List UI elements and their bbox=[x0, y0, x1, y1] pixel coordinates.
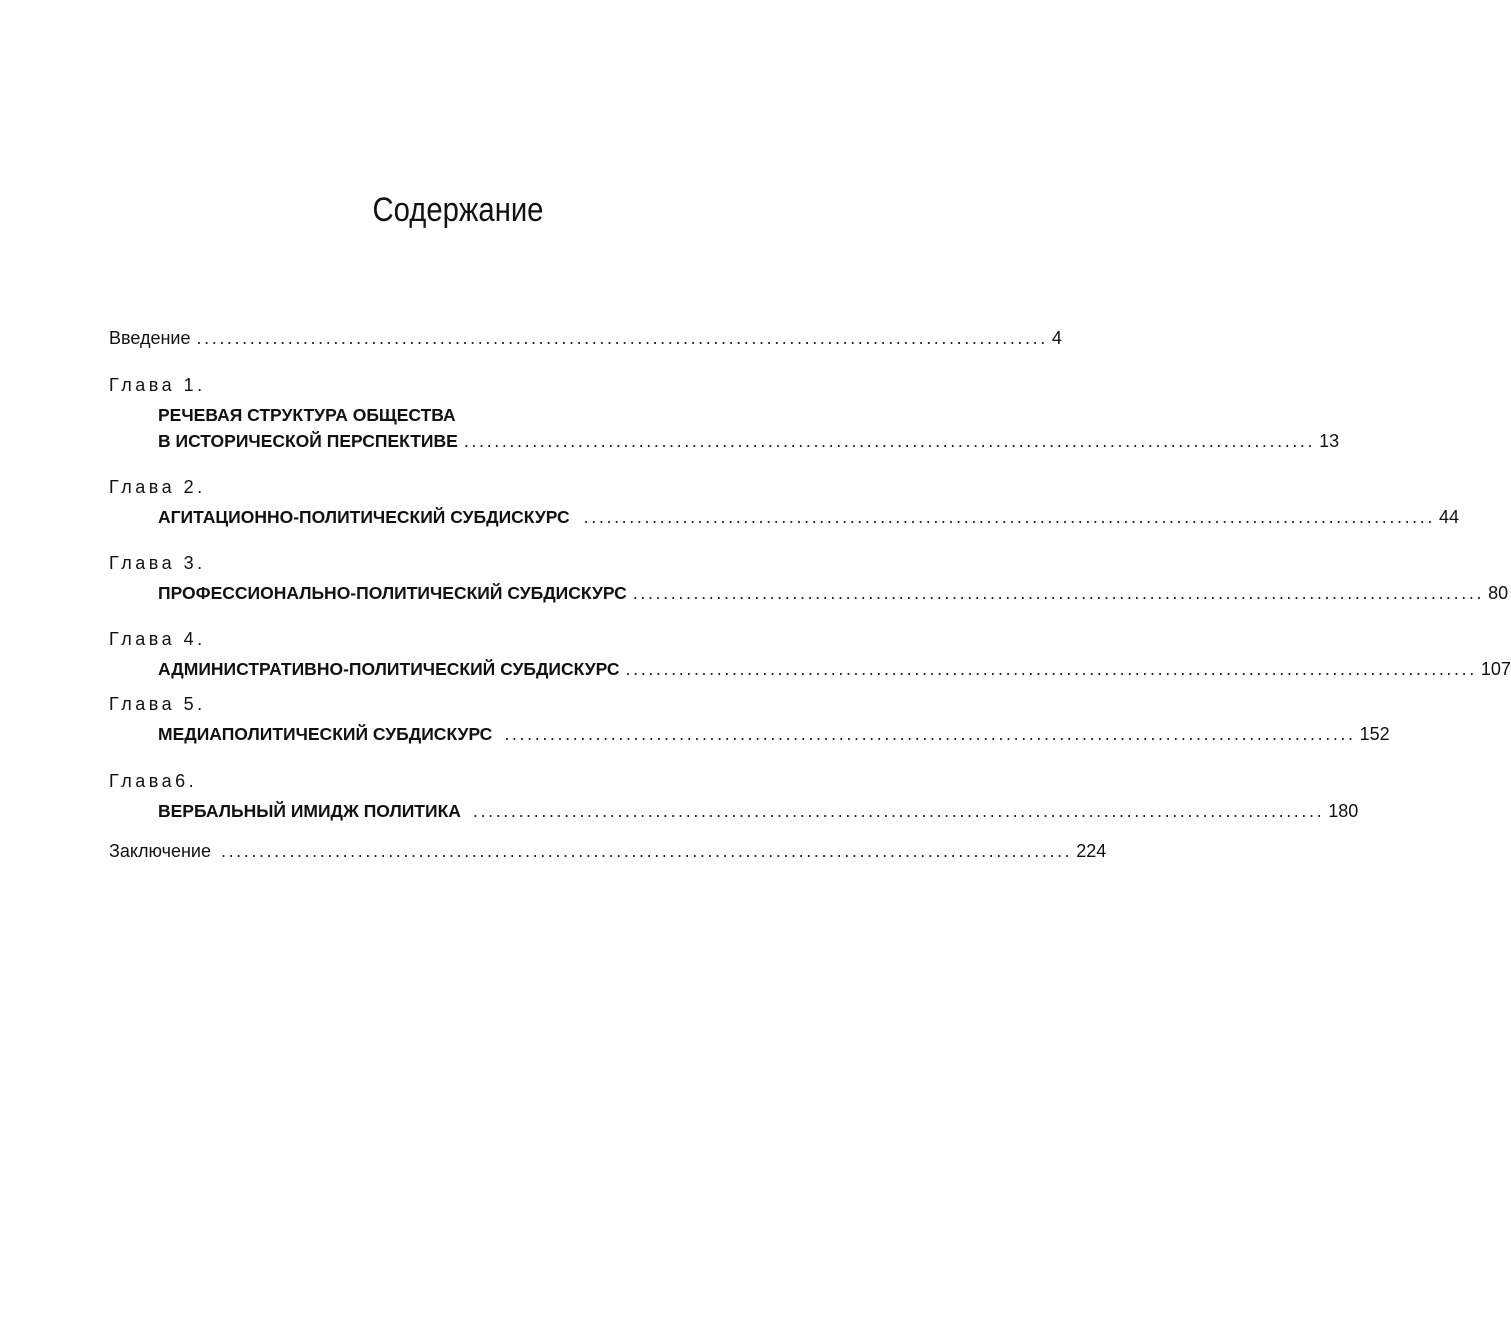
dot-leader: ................................................................................................................ bbox=[472, 801, 1325, 821]
chapter-label: Глава 3. bbox=[109, 553, 206, 573]
chapter-label: Глава 2. bbox=[109, 477, 206, 497]
chapter-label: Глава 1. bbox=[109, 375, 206, 395]
toc-entry-chapter-6[interactable] bbox=[158, 801, 1359, 822]
toc-entry-chapter-5[interactable] bbox=[158, 724, 1390, 745]
toc-page-number: 107 bbox=[1480, 659, 1511, 679]
page-title: Содержание bbox=[372, 191, 544, 229]
toc-entry-chapter-2[interactable] bbox=[158, 507, 1460, 528]
dot-leader: ................................................................................................................ bbox=[625, 659, 1477, 679]
dot-leader: ................................................................................................................ bbox=[220, 841, 1073, 861]
dot-leader: ................................................................................................................ bbox=[632, 583, 1485, 603]
toc-page-number: 44 bbox=[1438, 507, 1460, 527]
toc-page-number: 180 bbox=[1328, 801, 1359, 821]
toc-entry-label: Заключение bbox=[109, 841, 211, 861]
toc-page-number: 224 bbox=[1076, 841, 1107, 861]
dot-leader: ................................................................................................................ bbox=[463, 431, 1316, 451]
chapter-title: АГИТАЦИОННО-ПОЛИТИЧЕСКИЙ СУБДИСКУРС bbox=[158, 507, 570, 527]
toc-page-number: 80 bbox=[1488, 583, 1509, 603]
toc-page-number: 4 bbox=[1051, 328, 1062, 348]
dot-leader: ................................................................................................................ bbox=[583, 507, 1435, 527]
dot-leader: ................................................................................................................ bbox=[504, 724, 1356, 744]
chapter-label: Глава 4. bbox=[109, 629, 206, 649]
toc-entry-chapter-3[interactable] bbox=[158, 583, 1509, 604]
chapter-title: В ИСТОРИЧЕСКОЙ ПЕРСПЕКТИВЕ bbox=[158, 431, 458, 451]
toc-entry-chapter-4[interactable] bbox=[158, 659, 1511, 680]
toc-page-number: 13 bbox=[1319, 431, 1340, 451]
chapter-title: МЕДИАПОЛИТИЧЕСКИЙ СУБДИСКУРС bbox=[158, 724, 493, 744]
toc-entry-chapter-1[interactable] bbox=[158, 431, 1340, 452]
chapter-title: ВЕРБАЛЬНЫЙ ИМИДЖ ПОЛИТИКА bbox=[158, 801, 461, 821]
toc-page-number: 152 bbox=[1359, 724, 1390, 744]
chapter-title: ПРОФЕССИОНАЛЬНО-ПОЛИТИЧЕСКИЙ СУБДИСКУРС bbox=[158, 583, 627, 603]
chapter-label: Глава 5. bbox=[109, 694, 206, 714]
chapter-title-line[interactable]: РЕЧЕВАЯ СТРУКТУРА ОБЩЕСТВА bbox=[158, 405, 456, 425]
toc-entry-conclusion[interactable] bbox=[109, 841, 1107, 862]
toc-entry-label: Введение bbox=[109, 328, 191, 348]
dot-leader: ................................................................................................................ bbox=[196, 328, 1048, 348]
chapter-label: Глава6. bbox=[109, 771, 198, 791]
toc-entry-intro[interactable] bbox=[109, 328, 1062, 349]
chapter-title: АДМИНИСТРАТИВНО-ПОЛИТИЧЕСКИЙ СУБДИСКУРС bbox=[158, 659, 620, 679]
